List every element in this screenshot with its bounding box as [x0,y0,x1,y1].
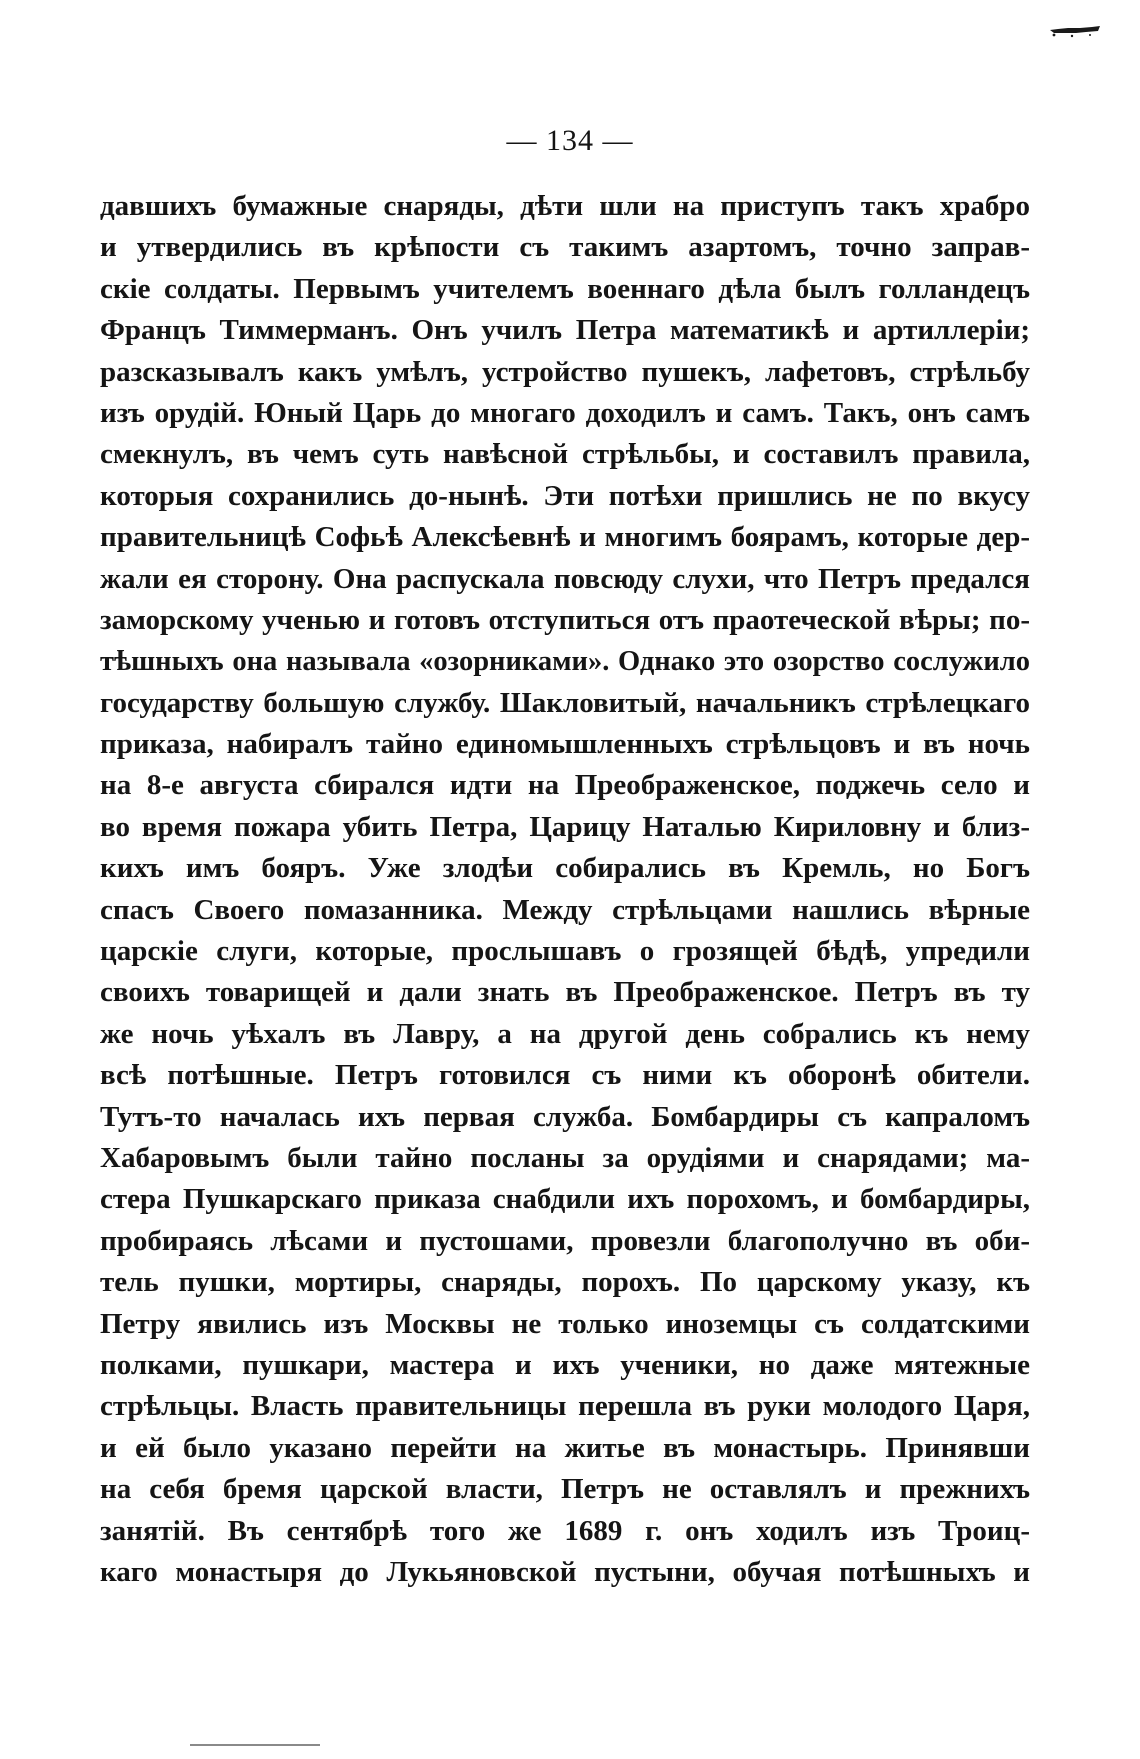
text-line: смекнулъ, въ чемъ суть навѣсной стрѣльбы, и составилъ правила, [100,438,1030,471]
text-line: правительницѣ Софьѣ Алексѣевнѣ и многимъ боярамъ, которые дер- [100,521,1030,554]
page-number: — 134 — [506,124,634,157]
text-line: пробираясь лѣсами и пустошами, провезли благополучно въ оби- [100,1224,1030,1257]
text-line: скіе солдаты. Первымъ учителемъ военнаго дѣла былъ голландецъ [100,272,1030,305]
text-line: разсказывалъ какъ умѣлъ, устройство пушекъ, лафетовъ, стрѣльбу [100,355,1030,388]
text-line: на 8-е августа сбирался идти на Преображенское, поджечь село и [100,769,1030,802]
text-line: государству большую службу. Шакловитый, начальникъ стрѣлецкаго [100,686,1030,719]
text-line: Тутъ-то началась ихъ первая служба. Бомбардиры съ капраломъ [100,1100,1030,1133]
text-line: Петру явились изъ Москвы не только иноземцы съ солдатскими [100,1307,1030,1340]
text-line: же ночь уѣхалъ въ Лавру, а на другой день собрались къ нему [100,1017,1030,1050]
ink-blot-mark [1046,24,1104,38]
text-line: кихъ имъ бояръ. Уже злодѣи собирались въ Кремль, но Богъ [100,852,1030,885]
scan-edge-line [190,1744,320,1746]
text-line: полками, пушкари, мастера и ихъ ученики, но даже мятежные [100,1348,1030,1381]
page-body-text [100,186,1030,1593]
text-line: царскіе слуги, которые, прослышавъ о грозящей бѣдѣ, упредили [100,935,1030,968]
text-line: стрѣльцы. Власть правительницы перешла въ руки молодого Царя, [100,1390,1030,1423]
text-line: давшихъ бумажные снаряды, дѣти шли на приступъ такъ храбро [100,190,1030,222]
text-line: всѣ потѣшные. Петръ готовился съ ними къ оборонѣ обители. [100,1059,1030,1092]
text-line: во время пожара убить Петра, Царицу Наталью Кириловну и близ- [100,810,1030,843]
text-line: стера Пушкарскаго приказа снабдили ихъ порохомъ, и бомбардиры, [100,1183,1030,1216]
text-line: каго монастыря до Лукьяновской пустыни, обучая потѣшныхъ и [100,1555,1030,1588]
text-line: которыя сохранились до-нынѣ. Эти потѣхи пришлись не по вкусу [100,479,1030,512]
text-line: на себя бремя царской власти, Петръ не оставлялъ и прежнихъ [100,1473,1030,1506]
text-line: тѣшныхъ она называла «озорниками». Однако это озорство сослужило [100,646,1030,678]
text-line: своихъ товарищей и дали знать въ Преображенское. Петръ въ ту [100,976,1030,1009]
text-line: заморскому ученью и готовъ отступиться отъ праотеческой вѣры; по- [100,603,1030,636]
text-line: Хабаровымъ были тайно посланы за орудіями и снарядами; ма- [100,1141,1030,1174]
text-line: приказа, набиралъ тайно единомышленныхъ стрѣльцовъ и въ ночь [100,728,1030,761]
text-line: и утвердились въ крѣпости съ такимъ азартомъ, точно заправ- [100,231,1030,264]
text-line: изъ орудій. Юный Царь до многаго доходилъ и самъ. Такъ, онъ самъ [100,396,1030,429]
text-line: занятій. Въ сентябрѣ того же 1689 г. онъ ходилъ изъ Троиц- [100,1514,1030,1547]
text-line: и ей было указано перейти на житье въ монастырь. Принявши [100,1431,1030,1464]
text-line: жали ея сторону. Она распускала повсюду слухи, что Петръ предался [100,562,1030,595]
text-line: Францъ Тиммерманъ. Онъ училъ Петра математикѣ и артиллеріи; [100,314,1030,347]
text-line: тель пушки, мортиры, снаряды, порохъ. По царскому указу, къ [100,1266,1030,1299]
text-line: спасъ Своего помазанника. Между стрѣльцами нашлись вѣрные [100,893,1030,926]
